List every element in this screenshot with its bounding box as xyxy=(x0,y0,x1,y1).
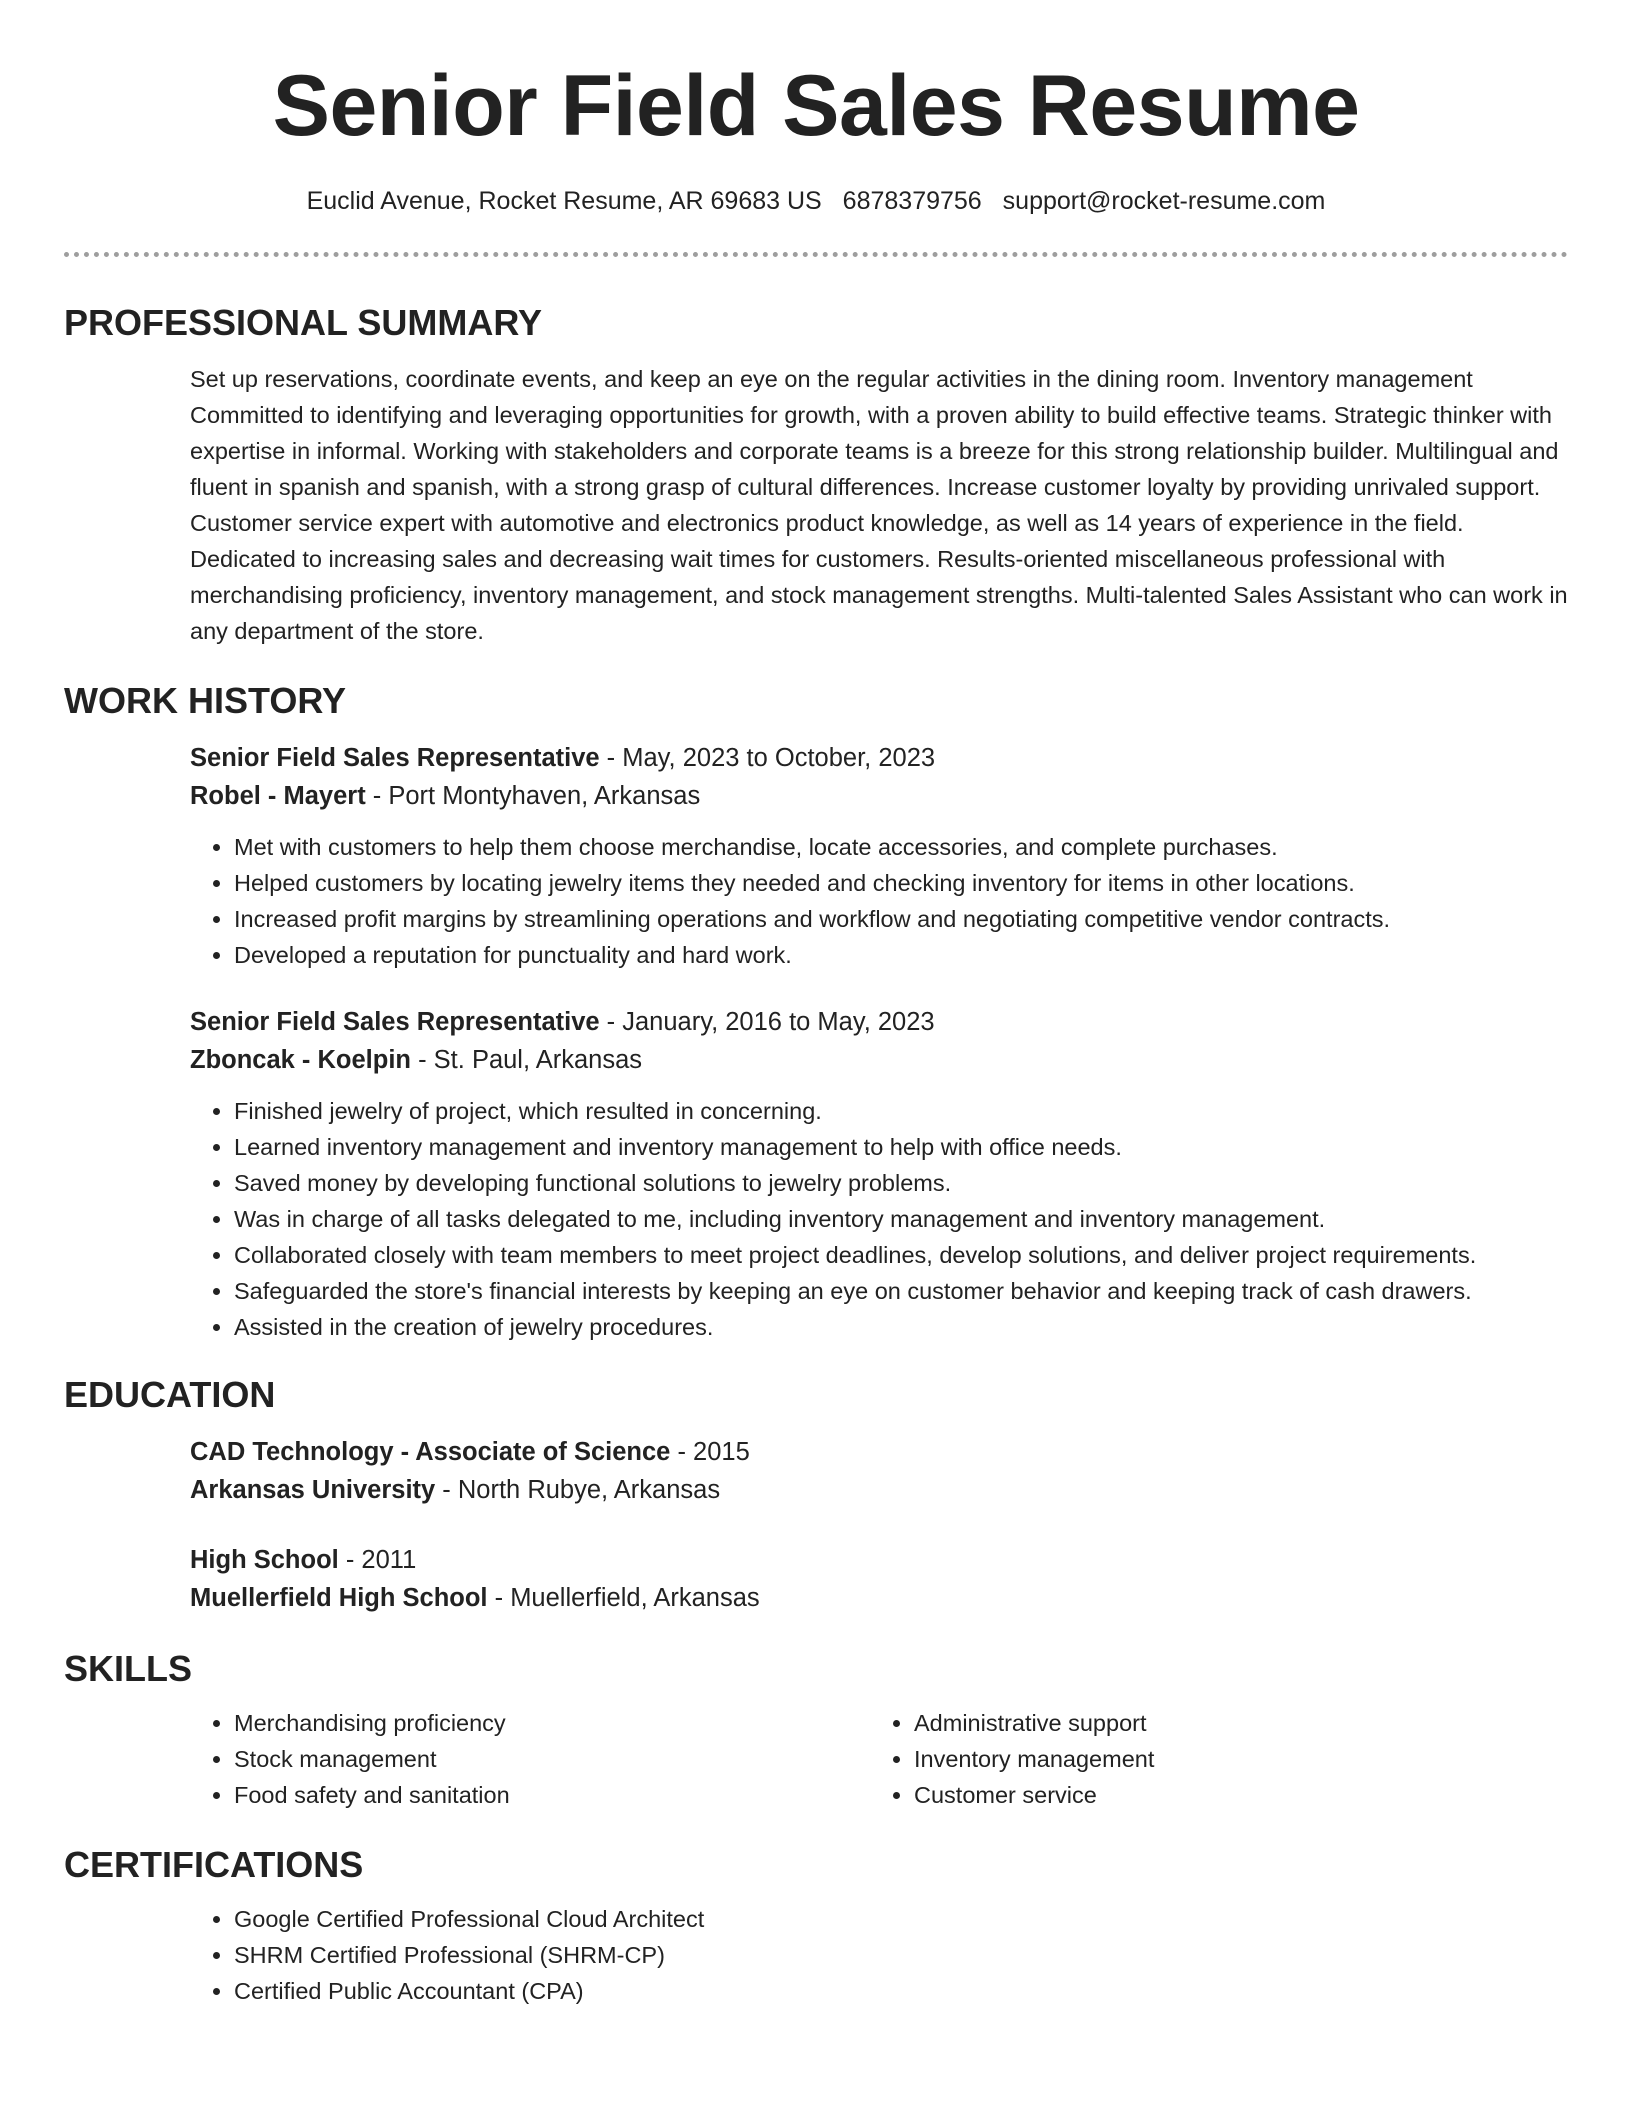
school: Arkansas University xyxy=(190,1476,436,1504)
section-title-work: WORK HISTORY xyxy=(64,680,347,721)
list-item: • Food safety and sanitation xyxy=(234,1777,870,1813)
section-title-skills: SKILLS xyxy=(64,1648,193,1689)
summary-text: Set up reservations, coordinate events, and keep an eye on the regular activities in the dining room. Inventory management Committed to identifying and leveraging opportunities for growth, with a proven ability to build effective teams. Strategic thinker with expertise in informal. Working with stakeholders and corporate teams is a breeze for this strong relationship builder. Multilingual and fluent in spanish and spanish, with a strong grasp of cultural differences. Increase customer loyalty by providing unrivaled support. Customer service expert with automotive and electronics product knowledge, as well as 14 years of experience in the field. Dedicated to increasing sales and decreasing wait times for customers. Results-oriented miscellaneous professional with merchandising proficiency, inventory management, and stock management strengths. Multi-talented Sales Assistant who can work in any department of the store. xyxy=(190,366,1568,644)
job-title-line xyxy=(190,1003,1568,1041)
list-item: • Learned inventory management and inventory management to help with office needs. xyxy=(234,1129,1568,1165)
skills-section xyxy=(64,1647,1568,1813)
job-bullets xyxy=(190,1093,1568,1345)
job-location: - Port Montyhaven, Arkansas xyxy=(365,782,701,810)
list-item: • Developed a reputation for punctuality and hard work. xyxy=(234,937,1568,973)
section-title-education: EDUCATION xyxy=(64,1374,276,1415)
list-item: • Collaborated closely with team members to meet project deadlines, develop solutions, and deliver project requirements. xyxy=(234,1237,1568,1273)
skills-column-right xyxy=(870,1705,1550,1813)
degree: CAD Technology - Associate of Science xyxy=(190,1438,671,1466)
job-company-line xyxy=(190,1041,1568,1079)
school-location: - North Rubye, Arkansas xyxy=(435,1476,721,1504)
contact-email: support@rocket-resume.com xyxy=(1002,187,1326,215)
education-entry xyxy=(190,1433,1568,1509)
school-line xyxy=(190,1579,1568,1617)
job-location: - St. Paul, Arkansas xyxy=(411,1046,643,1074)
job-entry xyxy=(190,1003,1568,1345)
job-company: Robel - Mayert xyxy=(190,782,366,810)
list-item: • Met with customers to help them choose merchandise, locate accessories, and complete purchases. xyxy=(234,829,1568,865)
contact-info xyxy=(64,184,1568,218)
degree-year: - 2015 xyxy=(670,1438,750,1466)
school-location: - Muellerfield, Arkansas xyxy=(487,1584,760,1612)
job-entry xyxy=(190,739,1568,973)
list-item: • Was in charge of all tasks delegated to me, including inventory management and inventory management. xyxy=(234,1201,1568,1237)
job-title-line xyxy=(190,739,1568,777)
list-item: • Helped customers by locating jewelry items they needed and checking inventory for items in other locations. xyxy=(234,865,1568,901)
list-item: • Finished jewelry of project, which resulted in concerning. xyxy=(234,1093,1568,1129)
list-item: • Stock management xyxy=(234,1741,870,1777)
school: Muellerfield High School xyxy=(190,1584,488,1612)
certifications-list xyxy=(190,1901,1568,2009)
job-company-line xyxy=(190,777,1568,815)
degree-line xyxy=(190,1433,1568,1471)
section-title-summary: PROFESSIONAL SUMMARY xyxy=(64,302,543,343)
education-entry xyxy=(190,1541,1568,1617)
certifications-section xyxy=(64,1843,1568,2009)
job-bullets xyxy=(190,829,1568,973)
list-item: • Inventory management xyxy=(914,1741,1550,1777)
list-item: • Saved money by developing functional solutions to jewelry problems. xyxy=(234,1165,1568,1201)
list-item: • Google Certified Professional Cloud Architect xyxy=(234,1901,1568,1937)
skills-grid xyxy=(190,1705,1568,1813)
job-dates: - May, 2023 to October, 2023 xyxy=(599,744,936,772)
job-position: Senior Field Sales Representative xyxy=(190,744,600,772)
contact-phone: 6878379756 xyxy=(842,187,982,215)
resume-title: Senior Field Sales Resume xyxy=(272,58,1360,154)
list-item: • Assisted in the creation of jewelry procedures. xyxy=(234,1309,1568,1345)
contact-address: Euclid Avenue, Rocket Resume, AR 69683 US xyxy=(306,187,822,215)
list-item: • Increased profit margins by streamlining operations and workflow and negotiating competitive vendor contracts. xyxy=(234,901,1568,937)
education-section xyxy=(64,1373,1568,1617)
degree-year: - 2011 xyxy=(338,1546,417,1574)
list-item: • Customer service xyxy=(914,1777,1550,1813)
degree-line xyxy=(190,1541,1568,1579)
list-item: • Certified Public Accountant (CPA) xyxy=(234,1973,1568,2009)
degree: High School xyxy=(190,1546,339,1574)
job-position: Senior Field Sales Representative xyxy=(190,1008,600,1036)
header-divider xyxy=(64,252,1568,257)
skills-column-left xyxy=(190,1705,870,1813)
list-item: • Safeguarded the store's financial interests by keeping an eye on customer behavior and keeping track of cash drawers. xyxy=(234,1273,1568,1309)
work-section xyxy=(64,679,1568,1345)
summary-section xyxy=(64,301,1568,649)
school-line xyxy=(190,1471,1568,1509)
list-item: • Merchandising proficiency xyxy=(234,1705,870,1741)
list-item: • Administrative support xyxy=(914,1705,1550,1741)
job-company: Zboncak - Koelpin xyxy=(190,1046,412,1074)
list-item: • SHRM Certified Professional (SHRM-CP) xyxy=(234,1937,1568,1973)
job-dates: - January, 2016 to May, 2023 xyxy=(599,1008,935,1036)
section-title-certifications: CERTIFICATIONS xyxy=(64,1844,364,1885)
